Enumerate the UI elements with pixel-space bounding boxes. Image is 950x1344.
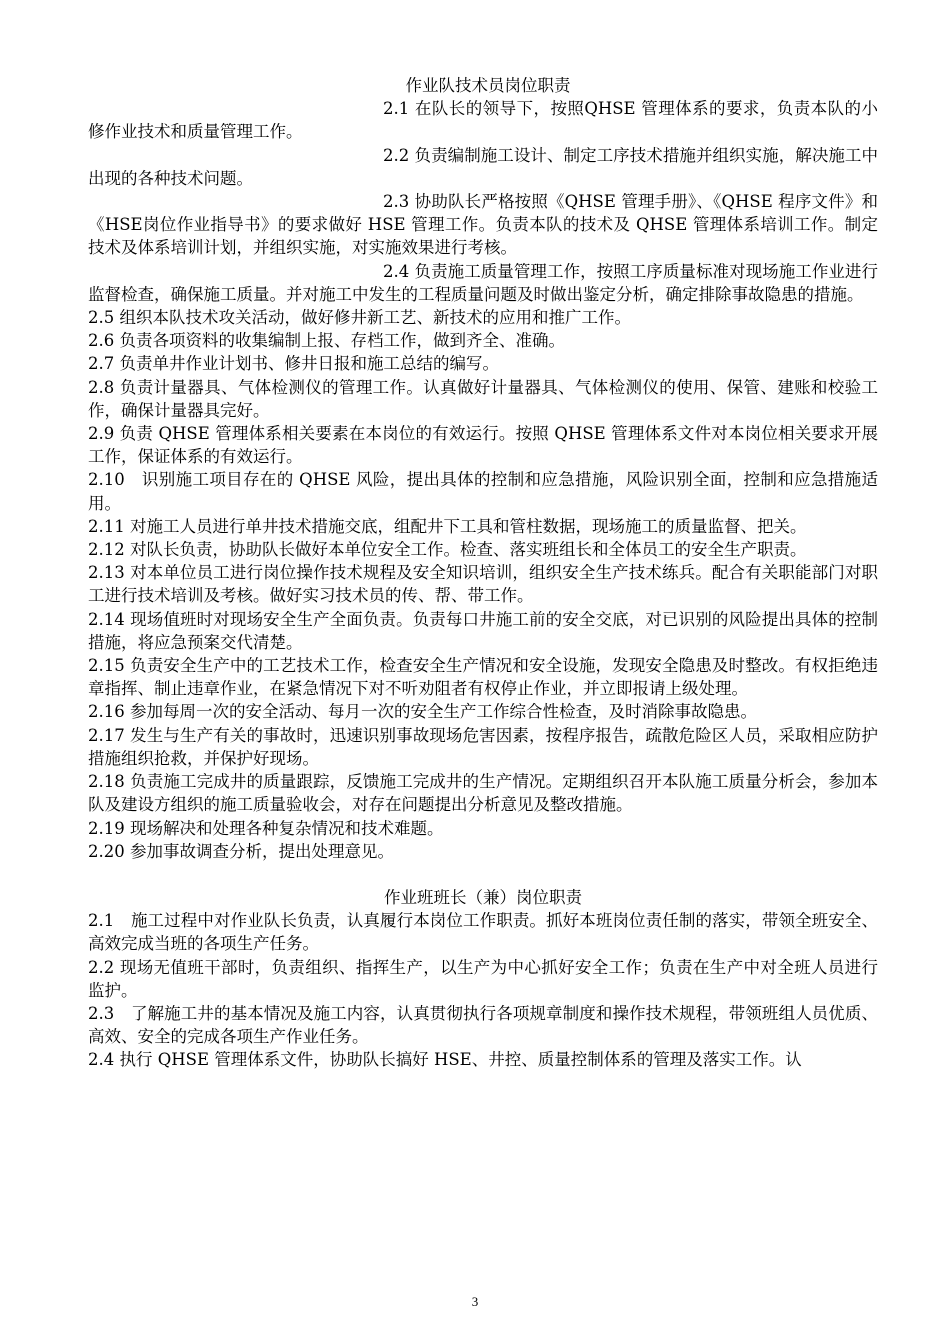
duty-item: 2.2 负责编制施工设计、制定工序技术措施并组织实施，解决施工中出现的各种技术问题。	[88, 145, 878, 188]
section-title-team-leader: 作业班班长（兼）岗位职责	[384, 887, 582, 907]
duty-item: 2.11 对施工人员进行单井技术措施交底，组配井下工具和管柱数据，现场施工的质量监督、把关。	[88, 516, 807, 536]
duty-item: 2.19 现场解决和处理各种复杂情况和技术难题。	[88, 818, 444, 838]
duty-item: 2.3 了解施工井的基本情况及施工内容，认真贯彻执行各项规章制度和操作技术规程，带领班组人员优质、高效、安全的完成各项生产作业任务。	[88, 1003, 878, 1047]
duty-item: 2.13 对本单位员工进行岗位操作技术规程及安全知识培训，组织安全生产技术练兵。配合有关职能部门对职工进行技术培训及考核。做好实习技术员的传、帮、带工作。	[88, 563, 878, 606]
duty-item: 2.17 发生与生产有关的事故时，迅速识别事故现场危害因素，按程序报告，疏散危险区人员，采取相应防护措施组织抢救，并保护好现场。	[88, 725, 878, 768]
duty-item: 2.4 负责施工质量管理工作，按照工序质量标准对现场施工作业进行监督检查，确保施工质量。并对施工中发生的工程质量问题及时做出鉴定分析，确定排除事故隐患的措施。	[88, 261, 878, 304]
duty-item: 2.18 负责施工完成井的质量跟踪，反馈施工完成井的生产情况。定期组织召开本队施工质量分析会，参加本队及建设方组织的施工质量验收会，对存在问题提出分析意见及整改措施。	[88, 772, 878, 815]
duty-item: 2.7 负责单井作业计划书、修井日报和施工总结的编写。	[88, 354, 499, 374]
duty-item: 2.6 负责各项资料的收集编制上报、存档工作，做到齐全、准确。	[88, 331, 565, 351]
duty-item: 2.10 识别施工项目存在的 QHSE 风险，提出具体的控制和应急措施，风险识别全面，控制和应急措施适用。	[88, 470, 878, 513]
team-leader-duty-list	[88, 909, 878, 1071]
duty-item: 2.1 施工过程中对作业队长负责，认真履行本岗位工作职责。抓好本班岗位责任制的落实，带领全班安全、高效完成当班的各项生产任务。	[88, 911, 878, 954]
duty-item: 2.14 现场值班时对现场安全生产全面负责。负责每口井施工前的安全交底，对已识别的风险提出具体的控制措施，将应急预案交代清楚。	[88, 609, 878, 652]
page-number: 3	[471, 1294, 479, 1309]
duty-item: 2.1 在队长的领导下，按照QHSE 管理体系的要求，负责本队的小修作业技术和质量管理工作。	[88, 99, 878, 142]
duty-item: 2.9 负责 QHSE 管理体系相关要素在本岗位的有效运行。按照 QHSE 管理体系文件对本岗位相关要求开展工作，保证体系的有效运行。	[88, 424, 878, 467]
technician-duty-list	[88, 97, 878, 863]
duty-item: 2.16 参加每周一次的安全活动、每月一次的安全生产工作综合性检查，及时消除事故隐患。	[88, 702, 757, 722]
duty-item: 2.3 协助队长严格按照《QHSE 管理手册》、《QHSE 程序文件》和《HSE岗位作业指导书》的要求做好 HSE 管理工作。负责本队的技术及 QHSE 管理体系培训工作。制定技术及体系培训计划，并组织实施，对实施效果进行考核。	[88, 192, 878, 258]
duty-item: 2.5 组织本队技术攻关活动，做好修井新工艺、新技术的应用和推广工作。	[88, 308, 631, 328]
duty-item: 2.2 现场无值班干部时，负责组织、指挥生产，以生产为中心抓好安全工作；负责在生产中对全班人员进行监护。	[88, 957, 878, 1000]
section-title-technician: 作业队技术员岗位职责	[405, 76, 571, 95]
duty-item: 2.4 执行 QHSE 管理体系文件，协助队长搞好 HSE、井控、质量控制体系的管理及落实工作。认	[88, 1050, 802, 1070]
section-gap	[88, 863, 878, 886]
duty-item: 2.8 负责计量器具、气体检测仪的管理工作。认真做好计量器具、气体检测仪的使用、保管、建账和校验工作，确保计量器具完好。	[88, 377, 878, 420]
document-body	[88, 74, 878, 1072]
duty-item: 2.15 负责安全生产中的工艺技术工作，检查安全生产情况和安全设施，发现安全隐患及时整改。有权拒绝违章指挥、制止违章作业，在紧急情况下对不听劝阻者有权停止作业，并立即报请上级处理。	[88, 656, 878, 699]
duty-item: 2.20 参加事故调查分析，提出处理意见。	[88, 841, 394, 861]
duty-item: 2.12 对队长负责，协助队长做好本单位安全工作。检查、落实班组长和全体员工的安全生产职责。	[88, 540, 807, 560]
